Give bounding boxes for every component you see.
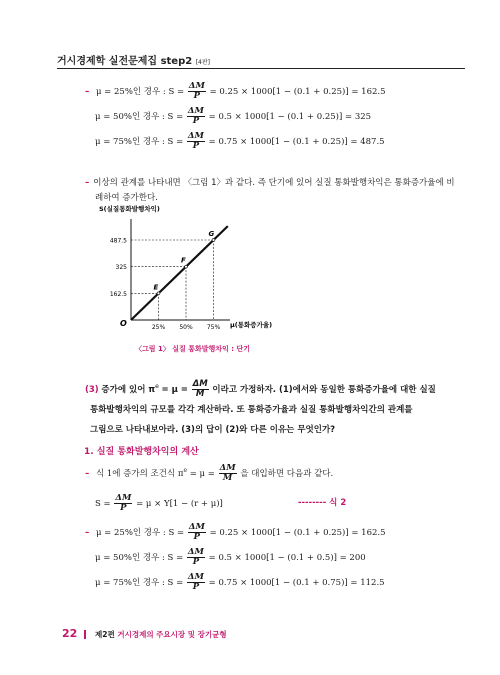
section-title: 1. 실질 통화발행차익의 계산: [84, 447, 199, 457]
fraction-dm-p: $\frac{\Delta M}{P}$: [187, 572, 204, 592]
bullet-dash: –: [85, 528, 90, 538]
question-text-b: = μ =: [161, 384, 188, 395]
calc1-row-1: [85, 82, 386, 101]
chart-point: [212, 239, 215, 242]
graph-description: [85, 176, 465, 206]
calc1-row-2: [95, 107, 371, 126]
footer-part: 제2편: [95, 630, 115, 639]
fraction-dm-p: $\frac{\Delta M}{P}$: [115, 493, 132, 513]
fraction-dm-p: $\frac{\Delta M}{P}$: [188, 522, 205, 542]
footer-chapter: [95, 629, 227, 640]
chart-point: [185, 265, 188, 268]
intro-c: 을 대입하면 다음과 같다.: [240, 469, 334, 479]
calc1-prefix-3: μ = 75%인 경우 : S =: [95, 137, 184, 147]
chart-y-tick-label: 487.5: [109, 237, 127, 245]
chart-x-tick-label: 50%: [179, 324, 193, 331]
calc2-rest-1: = 0.25 × 1000[1 − (0.1 + 0.25)] = 162.5: [209, 528, 386, 538]
chart-point-label: E: [153, 283, 159, 292]
footer-divider: [84, 630, 86, 639]
graph-desc-line-1: 이상의 관계를 나타내면 〈그림 1〉과 같다. 즉 단기에 있어 실질 통화발행차익은 통화증가율에 비: [93, 178, 455, 188]
intro-a: 식 1에 증가의 조건식 π: [95, 469, 184, 479]
calc2-row-3: [95, 573, 385, 592]
question-text-c: 이라고 가정하자. (1)에서와 동일한 통화증가율에 대한 실질: [212, 384, 436, 395]
calc2-rest-2: = 0.5 × 1000[1 − (0.1 + 0.5)] = 200: [208, 553, 366, 563]
question-3: [85, 377, 470, 440]
question-number: (3): [85, 384, 99, 395]
fraction-dm-p: $\frac{\Delta M}{P}$: [187, 106, 204, 126]
chart-point-label: G: [208, 230, 215, 238]
bullet-dash: –: [85, 87, 90, 97]
chart-point: [157, 292, 160, 295]
chart-caption: 〈그림 1〉 실질 통화발행차익 : 단기: [135, 345, 250, 353]
intro-line: – 식 1에 증가의 조건식 $\pi^e = \mu$ = $\frac{\Delta M}{M}$ 을 대입하면 다음과 같다.: [85, 463, 334, 483]
header-rule: [57, 68, 465, 69]
calc2-prefix-2: μ = 50%인 경우 : S =: [95, 553, 184, 563]
srs-chart: [95, 203, 295, 343]
chart-point-label: F: [181, 256, 186, 265]
calc2-prefix-3: μ = 75%인 경우 : S =: [95, 578, 184, 588]
calc1-row-3: [95, 132, 385, 151]
chart-y-tick-label: 162.5: [109, 290, 127, 298]
fraction-dm-m: $\frac{\Delta M}{M}$: [219, 463, 236, 483]
calc1-prefix-2: μ = 50%인 경우 : S =: [95, 112, 184, 122]
calc2-rest-3: = 0.75 × 1000[1 − (0.1 + 0.75)] = 112.5: [208, 578, 385, 588]
question-text-a: 증가에 있어 π: [101, 384, 156, 395]
header-title: 거시경제학 실전문제집 step2: [57, 56, 193, 67]
fraction-dm-p: $\frac{\Delta M}{P}$: [188, 81, 205, 101]
formula-tag: -------- 식 2: [298, 498, 347, 508]
fraction-dm-m: $\frac{\Delta M}{M}$: [192, 378, 208, 399]
footer-title: 거시경제의 주요시장 및 장기균형: [117, 630, 227, 639]
bullet-dash: –: [85, 178, 90, 188]
question-line-3: 그림으로 나타내보아라. (3)의 답이 (2)와 다른 이유는 무엇인가?: [90, 424, 336, 435]
graph-desc-line-2: 례하여 증가한다.: [95, 193, 158, 203]
formula-lhs: S =: [95, 499, 111, 509]
fraction-dm-p: $\frac{\Delta M}{P}$: [187, 547, 204, 567]
question-line-2: 통화발행차익의 규모를 각각 계산하라. 또 통화증가율과 실질 통화발행차익간의 관계를: [90, 404, 413, 415]
calc1-prefix-1: μ = 25%인 경우 : S =: [95, 87, 185, 97]
chart-origin: O: [120, 319, 127, 328]
calc1-rest-3: = 0.75 × 1000[1 − (0.1 + 0.25)] = 487.5: [208, 137, 385, 147]
calc2-row-2: [95, 548, 366, 567]
chart-ylabel: S(실질통화발행차익): [99, 205, 160, 213]
formula-rhs: = μ × Y[1 − (r + μ)]: [136, 499, 223, 509]
chart-x-tick-label: 25%: [151, 324, 166, 331]
chart-xlabel: μ(통화증가율): [230, 321, 273, 329]
chart-y-tick-label: 325: [115, 264, 127, 272]
question-line-1: (3) 증가에 있어 $\pi^e = \mu$ = $\frac{\Delta M}{M}$ 이라고 가정하자. (1)에서와 동일한 통화증가율에 대한 실질: [85, 378, 436, 399]
chart-x-tick-label: 75%: [206, 324, 221, 331]
intro-b: = μ =: [189, 469, 215, 479]
formula-line: [95, 494, 223, 513]
running-header: [57, 52, 210, 67]
bullet-dash: –: [85, 469, 90, 479]
page-number: 22: [62, 627, 78, 640]
calc2-prefix-1: μ = 25%인 경우 : S =: [95, 528, 185, 538]
calc1-rest-1: = 0.25 × 1000[1 − (0.1 + 0.25)] = 162.5: [209, 87, 386, 97]
calc2-row-1: [85, 523, 386, 542]
header-edition: [4판]: [195, 59, 210, 66]
calc1-rest-2: = 0.5 × 1000[1 − (0.1 + 0.25)] = 325: [208, 112, 372, 122]
fraction-dm-p: $\frac{\Delta M}{P}$: [187, 131, 204, 151]
